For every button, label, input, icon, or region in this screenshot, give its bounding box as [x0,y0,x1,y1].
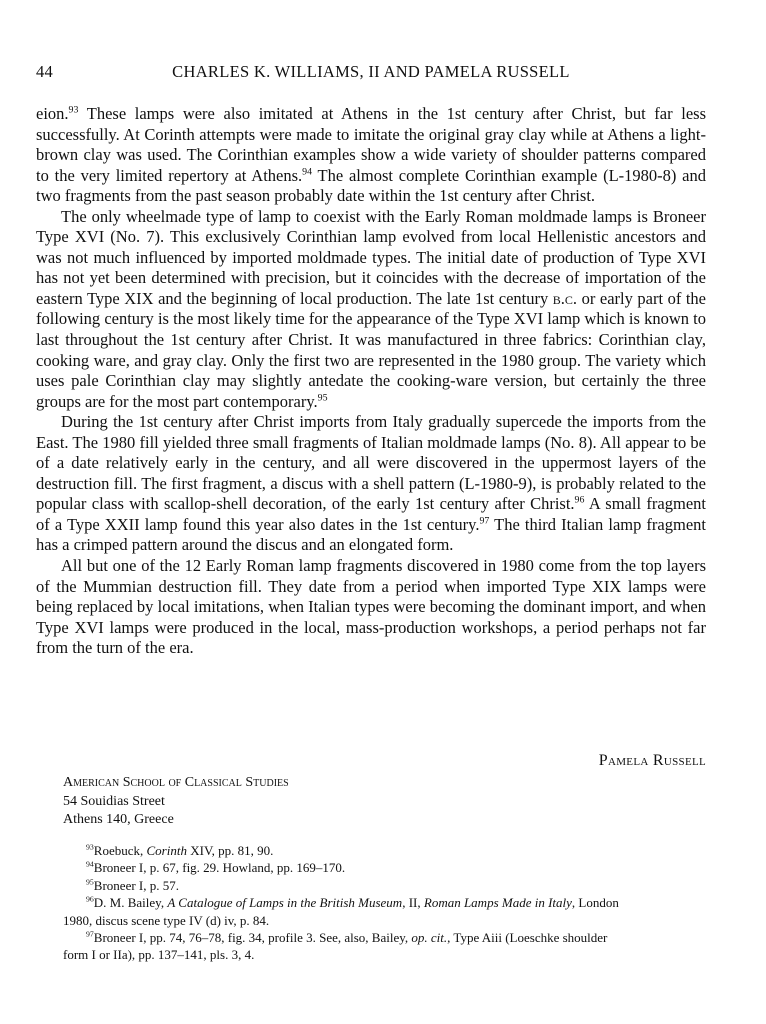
footnote-number: 96 [86,894,94,904]
footnote-text: , II, [402,895,424,911]
footnote-number: 93 [86,842,94,852]
footnote-text: Broneer I, p. 67, fig. 29. Howland, pp. 169–170. [93,860,346,876]
footnotes [36,842,706,964]
footnote-italic: Roman Lamps Made in Italy [423,895,572,911]
footnote-96-continued: 1980, discus scene type IV (d) iv, p. 84. [63,912,270,928]
footnote-text: , London [571,895,619,911]
paragraph-3 [36,412,706,556]
footnote-number: 94 [86,860,94,870]
p1-text-c: The almost complete Corinthian example (L-1980-8) and two fragments from the past season probably date within the 1st century after Christ. [36,165,707,206]
paragraph-4: All but one of the 12 Early Roman lamp fragments discovered in 1980 come from the top layers of the Mummian destruction fill. They date from a period when imported Type XIX lamps were being replaced by local imitations, when Italian types were becoming the dominant import, and when Type XVI lamps were produced in the local, mass-production workshops, a period perhaps not far from the turn of the era. [36,556,706,658]
footnote-text: , Type Aiii (Loeschke shoulder [447,930,608,946]
footnote-text: XIV, pp. 81, 90. [186,843,274,858]
footnote-italic: op. cit. [411,930,448,946]
footnote-text: D. M. Bailey, [93,895,168,911]
footnote-text: Roebuck, [93,843,147,858]
footnote-94 [36,859,706,876]
p3-text-c: The third Italian lamp fragment has a crimped pattern around the discus and an elongated form. [36,514,706,555]
author-signature: Pamela Russell [598,752,706,769]
body-text [36,104,706,659]
footnote-95 [36,877,706,894]
footnote-ref-94: 94 [302,166,313,178]
page-number: 44 [36,62,54,81]
footnote-text: Broneer I, p. 57. [93,877,179,893]
footnote-97-continued: form I or IIa), pp. 137–141, pls. 3, 4. [63,947,255,963]
footnote-ref-93: 93 [68,104,79,116]
footnote-text: Broneer I, pp. 74, 76–78, fig. 34, profile 3. See, also, Bailey, [93,930,412,946]
running-head: CHARLES K. WILLIAMS, II AND PAMELA RUSSELL [172,62,570,81]
paragraph-2 [36,207,706,412]
footnote-italic: Corinth [146,843,187,858]
footnote-ref-95: 95 [317,392,328,404]
footnote-97 [36,929,706,946]
footnote-number: 97 [86,929,94,939]
paragraph-1 [36,104,706,207]
address-city: Athens 140, Greece [63,812,174,828]
address-street: 54 Souidias Street [63,793,165,809]
p2-text-b: or early part of the following century is the most likely time for the appearance of the Type XVI lamp which is known to last throughout the 1st century after Christ. It was manufactured in three fabrics: Corinthian clay, cooking ware, and gray clay. Only the first two are represented in the 1980 group. The variety which uses pale Corinthian clay may slightly antedate the cooking-ware version, but certainly the three groups are for the most part contemporary. [36,288,707,411]
author-address [63,774,289,830]
p3-text-a: During the 1st century after Christ imports from Italy gradually supercede the imports from the East. The 1980 fill yielded three small fragments of Italian moldmade lamps (No. 8). All appear to be of a date relatively early in the century, and all were discovered in the uppermost layers of the destruction fill. The first fragment, a discus with a shell pattern (L-1980-9), is probably related to the popular class with scallop-shell decoration, of the early 1st century after Christ. [36,412,706,514]
footnote-italic: A Catalogue of Lamps in the British Museum [167,895,403,911]
footnote-ref-97: 97 [479,515,490,527]
footnote-93 [36,842,706,859]
footnote-96 [36,894,706,911]
page-header [36,62,706,86]
address-institution: American School of Classical Studies [63,775,289,790]
footnote-ref-96: 96 [574,494,585,506]
p1-text-a: eion. [36,104,69,123]
p2-text-a: The only wheelmade type of lamp to coexist with the Early Roman moldmade lamps is Broneer Type XVI (No. 7). This exclusively Corinthian lamp evolved from local Hellenistic ancestors and was not much influenced by imported moldmade types. The initial date of production of Type XVI has not yet been determined with precision, but it coincides with the decrease of importation of the eastern Type XIX and the beginning of local production. The late 1st century [36,206,706,308]
era-abbrev: b.c. [552,288,578,308]
p1-text-b: These lamps were also imitated at Athens in the 1st century after Christ, but far less successfully. At Corinth attempts were made to imitate the original gray clay while at Athens a light-brown clay was used. The Corinthian examples show a wide variety of shoulder patterns compared to the very limited repertory at Athens. [36,104,706,185]
footnote-number: 95 [86,877,94,887]
p3-text-b: A small fragment of a Type XXII lamp found this year also dates in the 1st century. [36,494,706,534]
